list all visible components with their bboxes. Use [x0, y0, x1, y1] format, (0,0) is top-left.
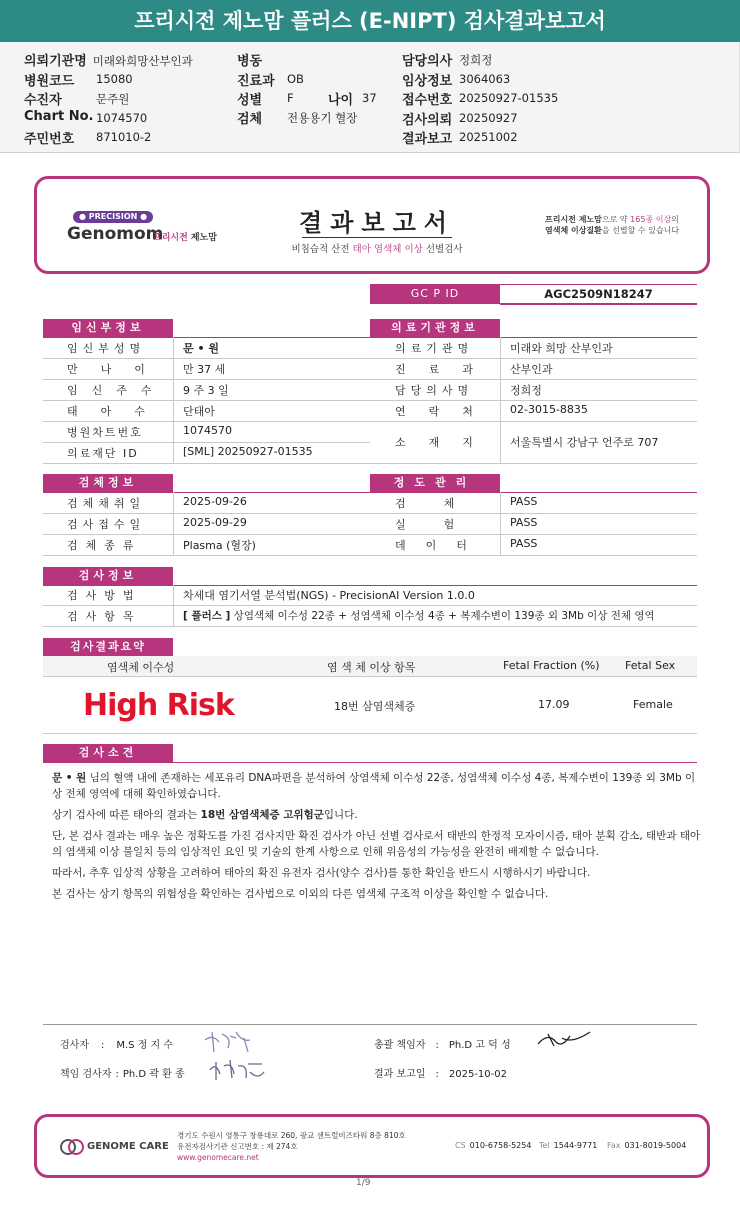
label-qc-data: 데이터 — [395, 539, 487, 552]
gcpid-value: AGC2509N18247 — [500, 284, 697, 305]
value-qc-experiment: PASS — [510, 516, 538, 529]
value-doctor-name: 정희정 — [510, 384, 542, 397]
info-resident-no: 주민번호 871010-2 — [24, 130, 152, 147]
label-test-items: 검사항목 — [67, 610, 142, 623]
divider — [43, 442, 370, 443]
examiner: 검사자 : M.S 정 지 수 — [60, 1040, 174, 1051]
value-patient-name: 문 • 원 — [183, 342, 219, 355]
genome-care-logo-icon — [59, 1137, 85, 1157]
findings-p5: 본 검사는 상기 항목의 위험성을 확인하는 검사법으로 이외의 다른 염색체 구조적 이상을 확인할 수 없습니다. — [52, 888, 549, 900]
value-gestation: 9 주 3 일 — [183, 384, 229, 397]
info-receipt-no: 접수번호 20250927-01535 — [402, 91, 559, 108]
divider — [370, 513, 697, 514]
findings-p1: 문 • 원 님의 혈액 내에 존재하는 세포유리 DNA파편을 분석하여 상염색체 이수성 22종, 성염색체 이수성 4종, 복제수변이 139종 외 3Mb 이상 전체 영역에 대해 확인하였습니다. — [52, 772, 696, 800]
divider — [43, 626, 697, 627]
section-pregnant-info: 임신부정보 — [43, 319, 173, 337]
divider — [43, 762, 697, 763]
risk-result: High Risk — [83, 688, 234, 723]
divider — [370, 555, 697, 556]
label-contact: 연락처 — [395, 405, 496, 418]
section-hospital-info: 의료기관정보 — [370, 319, 500, 337]
gcpid-label: GC P ID — [370, 284, 500, 304]
section-specimen-info: 검체정보 — [43, 474, 173, 492]
findings-text — [52, 770, 702, 907]
findings-p2: 상기 검사에 따른 태아의 결과는 18번 삼염색체증 고위험군입니다. — [52, 809, 358, 821]
divider — [370, 400, 697, 401]
report-header-card — [34, 176, 710, 274]
value-age: 만 37 세 — [183, 363, 226, 376]
column-divider — [500, 492, 501, 555]
label-test-method: 검사방법 — [67, 589, 142, 602]
examiner-signature — [200, 1028, 260, 1056]
label-patient-name: 임신부성명 — [67, 342, 146, 355]
value-contact: 02-3015-8835 — [510, 403, 588, 416]
label-fetus-count: 태아수 — [67, 405, 168, 418]
value-address: 서울특별시 강남구 언주로 707 — [510, 436, 659, 449]
value-hospital-name: 미래와 희망 산부인과 — [510, 342, 613, 355]
info-institution: 의뢰기관명 미래와희망산부인과 — [24, 54, 193, 69]
signature-divider — [43, 1024, 697, 1025]
page-number: 1/9 — [356, 1178, 371, 1188]
divider — [43, 534, 370, 535]
label-address: 소재지 — [395, 436, 496, 449]
value-collection-date: 2025-09-26 — [183, 495, 247, 508]
header-aneuploidy: 염색체 이수성 — [107, 661, 175, 674]
label-receipt-date: 검사접수일 — [67, 518, 146, 531]
divider — [43, 513, 370, 514]
label-age: 만나이 — [67, 363, 168, 376]
tel-contact: Tel 1544-9771 — [539, 1141, 598, 1150]
value-specimen-type: Plasma (혈장) — [183, 539, 256, 552]
report-title-bar — [0, 0, 740, 42]
responsible-signature — [206, 1056, 268, 1084]
info-clinical: 임상정보 3064063 — [402, 72, 511, 89]
label-chart-no: 병원차트번호 — [67, 426, 143, 439]
divider — [370, 463, 697, 464]
value-qc-specimen: PASS — [510, 495, 538, 508]
footer-card — [34, 1114, 710, 1178]
divider — [43, 337, 370, 338]
label-doctor-name: 담당의사명 — [395, 384, 474, 397]
cs-contact: CS 010-6758-5254 — [455, 1141, 532, 1150]
info-hospital-code: 병원코드 15080 — [24, 72, 133, 89]
fetal-sex-value: Female — [633, 698, 673, 711]
fetal-fraction-value: 17.09 — [538, 698, 570, 711]
divider — [370, 379, 697, 380]
info-ward: 병동 — [237, 54, 263, 69]
header-fetal-sex: Fetal Sex — [625, 659, 676, 672]
section-qc: 정도관리 — [370, 474, 500, 492]
value-department: 산부인과 — [510, 363, 553, 376]
company-name: GENOME CARE — [87, 1141, 169, 1152]
findings-p3: 단, 본 검사 결과는 매우 높은 정확도를 가진 검사지만 확진 검사가 아닌 선별 검사로서 태반의 한정적 모자이시즘, 태아 분획 감소, 태반과 태아의 염색체 이상 불일치 등의 임상적인 요인 및 기술의 한계 사항으로 인해 위음성의 가능성을 완전히 배제할 수 없습니다. — [52, 830, 701, 858]
info-sex: 성별 F — [237, 91, 294, 108]
info-doctor: 담당의사 정희정 — [402, 53, 493, 69]
label-collection-date: 검체채취일 — [67, 497, 146, 510]
divider — [43, 400, 370, 401]
divider — [370, 358, 697, 359]
divider — [43, 421, 370, 422]
divider — [43, 555, 370, 556]
divider — [370, 337, 697, 338]
abnormality-value: 18번 삼염색체증 — [334, 700, 416, 713]
report-title: 프리시전 제노맘 플러스 (E-NIPT) 검사결과보고서 — [134, 9, 606, 33]
report-card-tagline: 프리시전 제노맘으로 약 165종 이상의 염색체 이상질환을 선별할 수 있습니다 — [545, 215, 680, 235]
company-address: 경기도 수원시 영통구 창룡대로 260, 광교 센트럴비즈타워 8층 810호 — [177, 1131, 406, 1140]
info-request-date: 검사의뢰 20250927 — [402, 111, 518, 128]
column-divider — [500, 337, 501, 463]
section-summary: 검사결과요약 — [43, 638, 173, 656]
section-test-info: 검사정보 — [43, 567, 173, 585]
order-info-panel — [0, 42, 740, 153]
info-age: 나이 37 — [328, 91, 377, 108]
divider — [370, 492, 697, 493]
value-foundation-id: [SML] 20250927-01535 — [183, 445, 313, 458]
summary-header-row — [43, 656, 697, 676]
divider — [43, 733, 697, 734]
header-fetal-fraction: Fetal Fraction (%) — [503, 659, 600, 672]
divider — [43, 492, 370, 493]
header-abnormality: 염 색 체 이상 항목 — [327, 661, 416, 674]
info-specimen: 검체 전용용기 혈장 — [237, 111, 358, 127]
label-department: 진료과 — [395, 363, 496, 376]
label-foundation-id: 의료재단 ID — [67, 447, 139, 460]
divider — [43, 379, 370, 380]
divider — [43, 585, 697, 586]
section-findings: 검사소견 — [43, 744, 173, 762]
chief: 총괄 책임자 : Ph.D 고 덕 성 — [374, 1040, 511, 1051]
report-card-subtitle: 비침습적 산전 태아 염색체 이상 선별검사 — [291, 244, 463, 255]
responsible-examiner: 책임 검사자 : Ph.D 곽 환 종 — [60, 1069, 185, 1080]
value-qc-data: PASS — [510, 537, 538, 550]
registration-number: 유전자검사기관 신고번호 : 제 274호 — [177, 1142, 298, 1151]
column-divider — [173, 337, 174, 463]
info-chart-no: Chart No. 1074570 — [24, 109, 148, 125]
info-report-date: 결과보고 20251002 — [402, 130, 518, 147]
label-hospital-name: 의료기관명 — [395, 342, 474, 355]
value-test-method: 차세대 염기서열 분석법(NGS) - PrecisionAI Version 1.0.0 — [183, 589, 475, 602]
divider — [370, 421, 697, 422]
value-receipt-date: 2025-09-29 — [183, 516, 247, 529]
info-patient: 수진자 문주원 — [24, 92, 130, 108]
chief-signature — [534, 1028, 594, 1052]
title-underline — [302, 237, 452, 238]
company-website[interactable]: www.genomecare.net — [177, 1153, 259, 1162]
value-chart-no: 1074570 — [183, 424, 232, 437]
fax-contact: Fax 031-8019-5004 — [607, 1141, 687, 1150]
value-fetus-count: 단태아 — [183, 405, 215, 418]
divider — [43, 605, 697, 606]
report-card-title: 결과보고서 — [299, 209, 455, 237]
genomom-logo: Genomom — [67, 224, 164, 244]
divider — [43, 358, 370, 359]
column-divider — [173, 585, 174, 626]
label-qc-experiment: 실험 — [395, 518, 493, 531]
label-specimen-type: 검체종류 — [67, 539, 142, 552]
info-department: 진료과 OB — [237, 72, 304, 89]
findings-p4: 따라서, 추후 임상적 상황을 고려하여 태아의 확진 유전자 검사(양수 검사)를 통한 확인을 반드시 시행하시기 바랍니다. — [52, 867, 591, 879]
value-test-items: [ 플러스 ] 상염색체 이수성 22종 + 성염색체 이수성 4종 + 복제수변이 139종 외 3Mb 이상 전체 영역 — [183, 610, 655, 622]
divider — [43, 463, 370, 464]
label-gestation: 임신주수 — [67, 384, 166, 397]
divider — [370, 534, 697, 535]
divider — [43, 676, 697, 677]
column-divider — [173, 492, 174, 555]
report-date: 결과 보고일 : 2025-10-02 — [374, 1069, 507, 1080]
precision-logo-badge: ● PRECISION ● — [73, 211, 153, 223]
logo-subtitle: 프리시전 제노맘 — [153, 233, 218, 243]
label-qc-specimen: 검체 — [395, 497, 493, 510]
